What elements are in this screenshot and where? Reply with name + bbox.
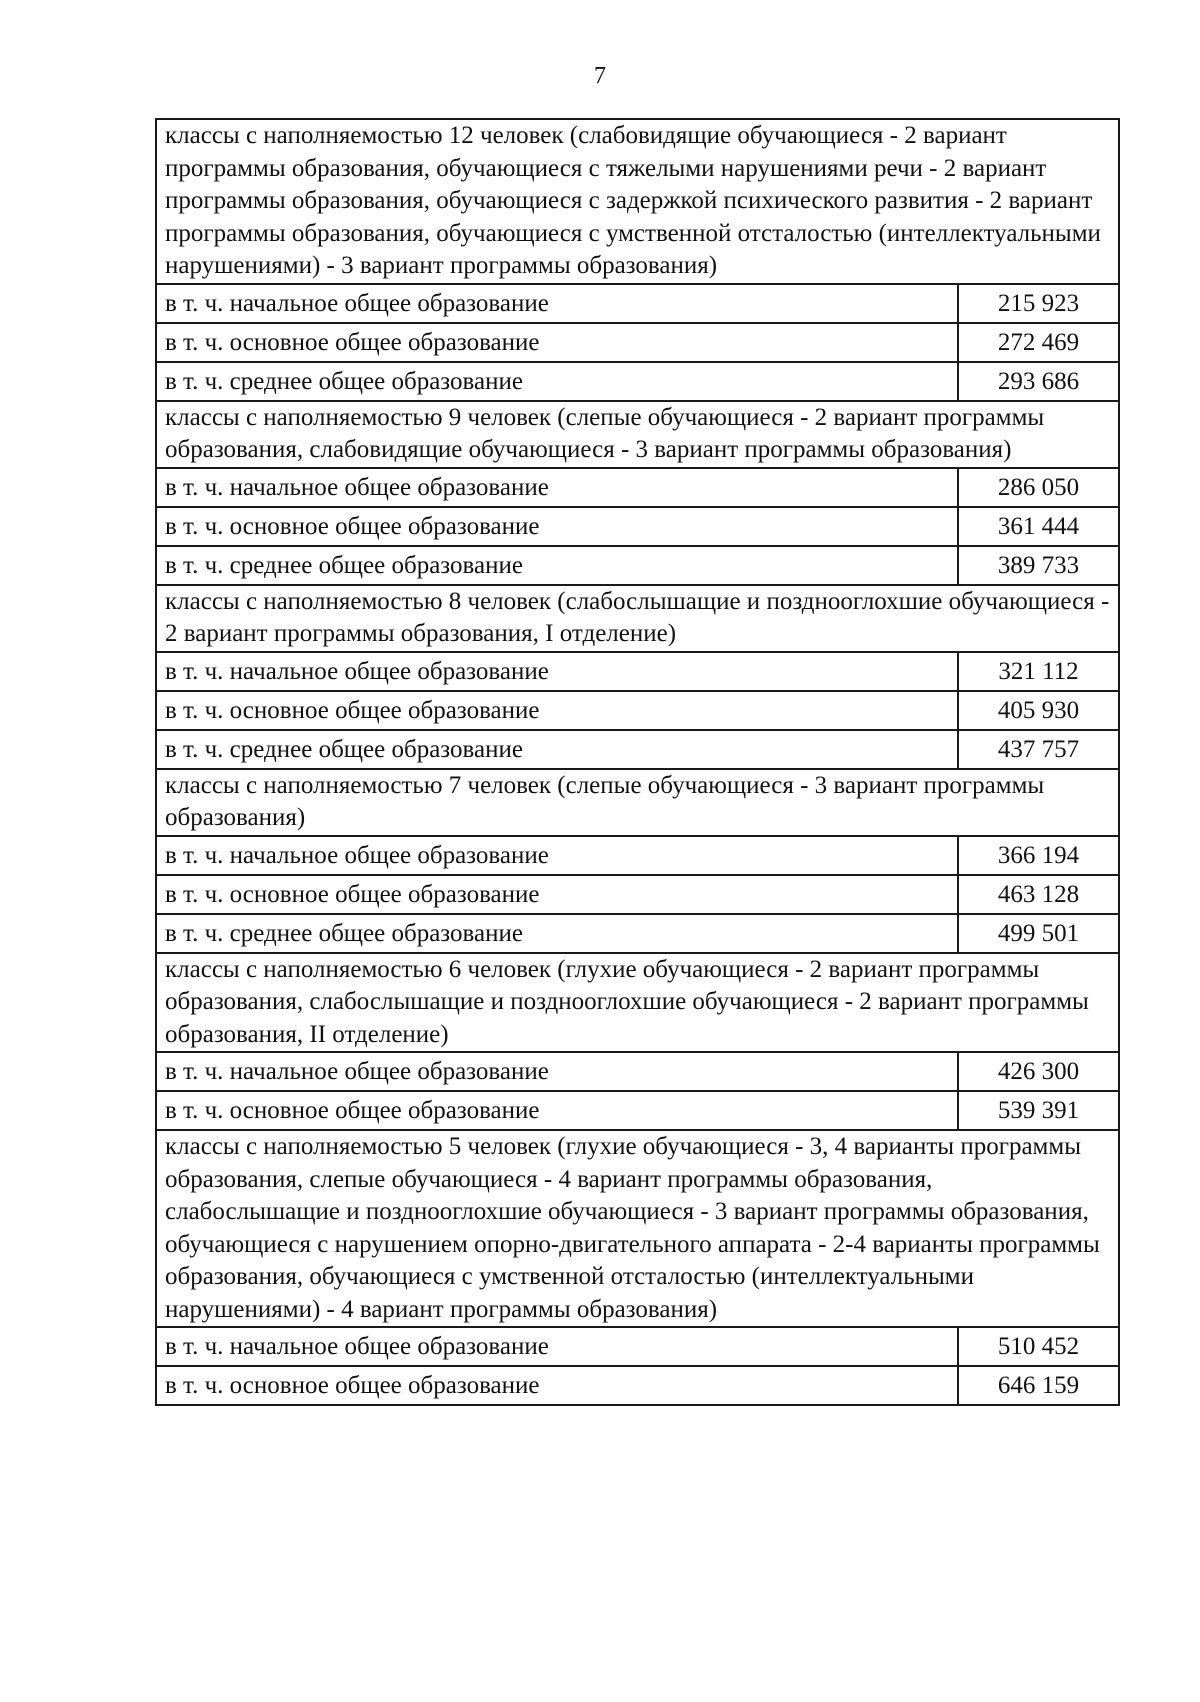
table-row: [156, 836, 1119, 875]
row-label: в т. ч. начальное общее образование: [156, 284, 958, 323]
row-label: в т. ч. начальное общее образование: [156, 1327, 958, 1366]
group-header-row: [156, 119, 1119, 284]
group-header-row: [156, 401, 1119, 468]
group-description: классы с наполняемостью 6 человек (глухие обучающиеся - 2 вариант программы образования, слабослышащие и позднооглохшие обучающиеся - 2 вариант программы образования, II отделение): [156, 953, 1119, 1053]
table-row: [156, 1052, 1119, 1091]
row-value: 215 923: [958, 284, 1119, 323]
table-row: [156, 914, 1119, 953]
table-row: [156, 1366, 1119, 1405]
row-value: 437 757: [958, 730, 1119, 769]
row-value: 272 469: [958, 323, 1119, 362]
row-label: в т. ч. основное общее образование: [156, 875, 958, 914]
table-row: [156, 468, 1119, 507]
table-row: [156, 875, 1119, 914]
row-value: 510 452: [958, 1327, 1119, 1366]
row-label: в т. ч. начальное общее образование: [156, 652, 958, 691]
table-body: [156, 119, 1119, 1405]
group-description: классы с наполняемостью 7 человек (слепые обучающиеся - 3 вариант программы образования): [156, 769, 1119, 836]
table-row: [156, 730, 1119, 769]
row-value: 426 300: [958, 1052, 1119, 1091]
table-row: [156, 691, 1119, 730]
row-value: 539 391: [958, 1091, 1119, 1130]
group-header-row: [156, 1130, 1119, 1327]
page-number: 7: [594, 63, 606, 89]
group-description: классы с наполняемостью 8 человек (слабослышащие и позднооглохшие обучающиеся - 2 вариант программы образования, I отделение): [156, 585, 1119, 652]
row-value: 286 050: [958, 468, 1119, 507]
row-value: 366 194: [958, 836, 1119, 875]
row-value: 463 128: [958, 875, 1119, 914]
group-header-row: [156, 953, 1119, 1053]
row-label: в т. ч. среднее общее образование: [156, 362, 958, 401]
row-label: в т. ч. основное общее образование: [156, 1091, 958, 1130]
group-description: классы с наполняемостью 12 человек (слабовидящие обучающиеся - 2 вариант программы образования, обучающиеся с тяжелыми нарушениями речи - 2 вариант программы образования, обучающиеся с задержкой психического развития - 2 вариант программы образования, обучающиеся с умственной отсталостью (интеллектуальными нарушениями) - 3 вариант программы образования): [156, 119, 1119, 284]
table-row: [156, 1327, 1119, 1366]
row-label: в т. ч. основное общее образование: [156, 1366, 958, 1405]
table-row: [156, 1091, 1119, 1130]
row-value: 405 930: [958, 691, 1119, 730]
row-value: 293 686: [958, 362, 1119, 401]
row-value: 389 733: [958, 546, 1119, 585]
row-value: 499 501: [958, 914, 1119, 953]
row-label: в т. ч. начальное общее образование: [156, 468, 958, 507]
group-description: классы с наполняемостью 5 человек (глухие обучающиеся - 3, 4 варианты программы образования, слепые обучающиеся - 4 вариант программы образования, слабослышащие и позднооглохшие обучающиеся - 3 вариант программы образования, обучающиеся с нарушением опорно-двигательного аппарата - 2-4 варианты программы образования, обучающиеся с умственной отсталостью (интеллектуальными нарушениями) - 4 вариант программы образования): [156, 1130, 1119, 1327]
row-label: в т. ч. начальное общее образование: [156, 1052, 958, 1091]
group-header-row: [156, 585, 1119, 652]
table-row: [156, 284, 1119, 323]
table-row: [156, 507, 1119, 546]
row-label: в т. ч. начальное общее образование: [156, 836, 958, 875]
row-label: в т. ч. основное общее образование: [156, 691, 958, 730]
row-value: 321 112: [958, 652, 1119, 691]
cost-table: [155, 118, 1120, 1406]
row-label: в т. ч. основное общее образование: [156, 507, 958, 546]
row-label: в т. ч. среднее общее образование: [156, 546, 958, 585]
row-value: 361 444: [958, 507, 1119, 546]
table-row: [156, 652, 1119, 691]
group-header-row: [156, 769, 1119, 836]
row-value: 646 159: [958, 1366, 1119, 1405]
table-row: [156, 362, 1119, 401]
row-label: в т. ч. среднее общее образование: [156, 914, 958, 953]
row-label: в т. ч. среднее общее образование: [156, 730, 958, 769]
table-row: [156, 323, 1119, 362]
group-description: классы с наполняемостью 9 человек (слепые обучающиеся - 2 вариант программы образования, слабовидящие обучающиеся - 3 вариант программы образования): [156, 401, 1119, 468]
row-label: в т. ч. основное общее образование: [156, 323, 958, 362]
table-row: [156, 546, 1119, 585]
